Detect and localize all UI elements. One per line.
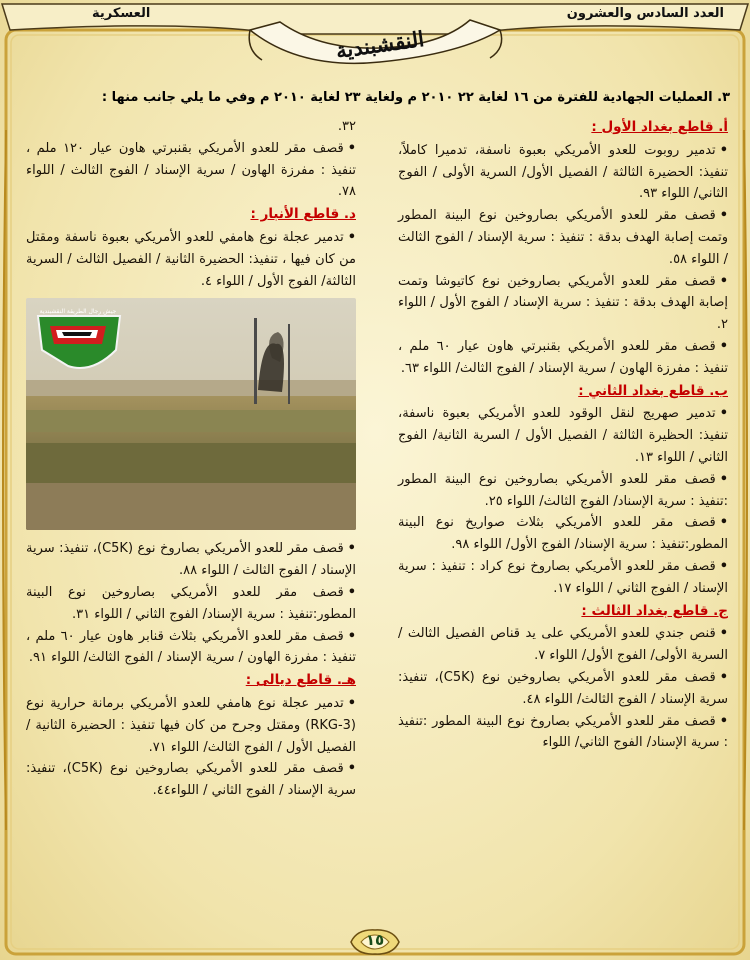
left-column (26, 116, 356, 802)
masthead-title: النقشبندية (334, 25, 426, 64)
operation-item (398, 140, 728, 205)
operation-item (398, 556, 728, 600)
item-text: قصف مقر للعدو الأمريكي بصاروخ نوع كراد : تنفيذ : سرية الإسناد / الفوج الثاني / اللواء ١٧. (398, 558, 728, 596)
operation-item (398, 469, 728, 513)
item-text: قصف مقر للعدو الأمريكي بثلاث قنابر هاون عيار ٦٠ ملم ، تنفيذ : مفرزة الهاون / سرية الإسناد / الفوج الثالث/ اللواء ٩١. (26, 628, 356, 666)
item-text: ٣٢. (337, 119, 356, 134)
bullet-icon: • (719, 406, 728, 422)
item-text: قصف مقر للعدو الأمريكي بصاروخين نوع البينة المطور:تنفيذ : سرية الإسناد/ الفوج الثاني / اللواء ٣١. (26, 584, 356, 622)
item-text: تدمير روبوت للعدو الأمريكي بعبوة ناسفة، تدميرا كاملاً، تنفيذ: الحضيرة الثالثة / الفصيل الأول/ السرية الأولى / الفوج الثاني/ اللواء ٩٣. (398, 142, 728, 202)
bullet-icon: • (347, 584, 356, 600)
item-text: قصف مقر للعدو الأمريكي بصاروخ نوع (C5K)، تنفيذ: سرية الإسناد / الفوج الثالث / اللواء ٨٨. (26, 541, 356, 579)
item-text: قصف مقر للعدو الأمريكي بصاروخين نوع (C5K)، تنفيذ: سرية الإسناد / الفوج الثاني / اللواء٤٤. (26, 761, 356, 799)
item-text: تدمير عجلة نوع هامفي للعدو الأمريكي برمانة حرارية نوع (RKG-3) ومقتل وجرح من كان فيها تنفيذ : الحضيرة الثانية / الفصيل الأول / الفوج الثالث/ اللواء ٧١. (26, 695, 356, 755)
bullet-icon: • (719, 208, 728, 224)
operation-item (398, 403, 728, 468)
operation-item (398, 623, 728, 667)
bullet-icon: • (347, 229, 356, 245)
operation-item (398, 336, 728, 380)
operation-item (398, 711, 728, 755)
group-logo-emblem (32, 304, 124, 384)
bullet-icon: • (347, 761, 356, 777)
operation-item (26, 538, 356, 582)
page-number-badge (347, 927, 403, 957)
bullet-icon: • (719, 273, 728, 289)
item-text: أ. قاطع بغداد الأول : (591, 119, 728, 135)
bullet-icon: • (347, 628, 356, 644)
operation-item (26, 138, 356, 203)
section-heading (398, 601, 728, 623)
operation-item (26, 693, 356, 758)
item-text: قصف مقر للعدو الأمريكي بقنبرتي هاون عيار ٦٠ ملم ، تنفيذ : مفرزة الهاون / سرية الإسناد / الفوج الثالث/ اللواء ٦٣. (398, 338, 728, 376)
continued-text (26, 116, 356, 138)
item-text: قصف مقر للعدو الأمريكي بصاروخين نوع (C5K)، تنفيذ: سرية الإسناد / الفوج الثالث/ اللواء ٤٨. (398, 669, 728, 707)
intro-heading: ٣. العمليات الجهادية للفترة من ١٦ لغاية ٢٢ ٢٠١٠ م ولغاية ٢٣ لغاية ٢٠١٠ م وفي ما يلي جانب منها : (101, 90, 730, 105)
item-text: قصف مقر للعدو الأمريكي بقنبرتي هاون عيار ١٢٠ ملم ، تنفيذ : مفرزة الهاون / سرية الإسناد / الفوج الثالث / اللواء ٧٨. (26, 140, 356, 200)
bullet-icon: • (719, 338, 728, 354)
item-text: قصف مقر للعدو الأمريكي بصاروخين نوع البينة المطور :تنفيذ : سرية الإسناد/ الفوج الثالث/ اللواء ٢٥. (398, 471, 728, 509)
bullet-icon: • (719, 669, 728, 685)
left-column-bottom (26, 538, 356, 802)
bullet-icon: • (719, 471, 728, 487)
page-number: ١٥ (365, 931, 385, 949)
item-text: قصف مقر للعدو الأمريكي بصاروخ نوع البينة المطور :تنفيذ : سرية الإسناد/ الفوج الثاني/ اللواء (398, 713, 728, 751)
bullet-icon: • (347, 140, 356, 156)
bullet-icon: • (719, 558, 728, 574)
operation-item (26, 582, 356, 626)
operation-item (26, 227, 356, 292)
item-text: تدمير عجلة نوع هامفي للعدو الأمريكي بعبوة ناسفة ومقتل من كان فيها ، تنفيذ: الحضيرة الثانية / الفصيل الثالث / السرية الثالثة/ الفوج الأول / اللواء ٤. (26, 229, 356, 289)
section-heading (398, 117, 728, 139)
operation-item (26, 758, 356, 802)
operation-item (398, 667, 728, 711)
magazine-section-label: العسكرية (92, 6, 151, 21)
bullet-icon: • (719, 626, 728, 642)
item-text: ب. قاطع بغداد الثاني : (578, 382, 728, 399)
item-text: قنص جندي للعدو الأمريكي على يد قناص الفصيل الثالث / السرية الأولى/ الفوج الأول/ اللواء ٧. (398, 626, 728, 664)
item-text: ج. قاطع بغداد الثالث : (581, 602, 728, 619)
item-text: قصف مقر للعدو الأمريكي بصاروخين نوع كاتيوشا وتمت إصابة الهدف بدقة : تنفيذ : سرية الإسناد / الفوج الأول / اللواء ٢. (398, 273, 728, 333)
item-text: قصف مقر للعدو الأمريكي بصاروخين نوع البينة المطور وتمت إصابة الهدف بدقة : تنفيذ : سرية الإسناد / الفوج الثالث / اللواء ٥٨. (398, 208, 728, 267)
issue-label: العدد السادس والعشرون (566, 6, 724, 21)
section-heading (26, 204, 356, 226)
item-text: تدمير صهريج لنقل الوقود للعدو الأمريكي بعبوة ناسفة، تنفيذ: الحظيرة الثالثة / الفصيل الأول / السرية الثانية/ الفوج الثاني / اللواء ١٣. (398, 406, 728, 465)
article-photo (26, 298, 356, 530)
item-text: د. قاطع الأنبار : (250, 206, 356, 223)
item-text: قصف مقر للعدو الأمريكي بثلاث صواريخ نوع البينة المطور:تنفيذ : سرية الإسناد/ الفوج الأول/ اللواء ٩٨. (398, 515, 728, 553)
logo-text: جيش رجال الطريقة النقشبندية (39, 308, 117, 316)
section-heading (398, 381, 728, 403)
operation-item (26, 626, 356, 670)
left-column-top (26, 116, 356, 292)
bullet-icon: • (719, 713, 728, 729)
section-heading (26, 670, 356, 692)
bullet-icon: • (347, 541, 356, 557)
right-column (398, 116, 728, 754)
bullet-icon: • (719, 142, 728, 158)
operation-item (398, 205, 728, 270)
operation-item (398, 271, 728, 336)
bullet-icon: • (719, 515, 728, 531)
bullet-icon: • (347, 695, 356, 711)
operation-item (398, 512, 728, 556)
item-text: هـ. قاطع ديالى : (245, 672, 356, 689)
